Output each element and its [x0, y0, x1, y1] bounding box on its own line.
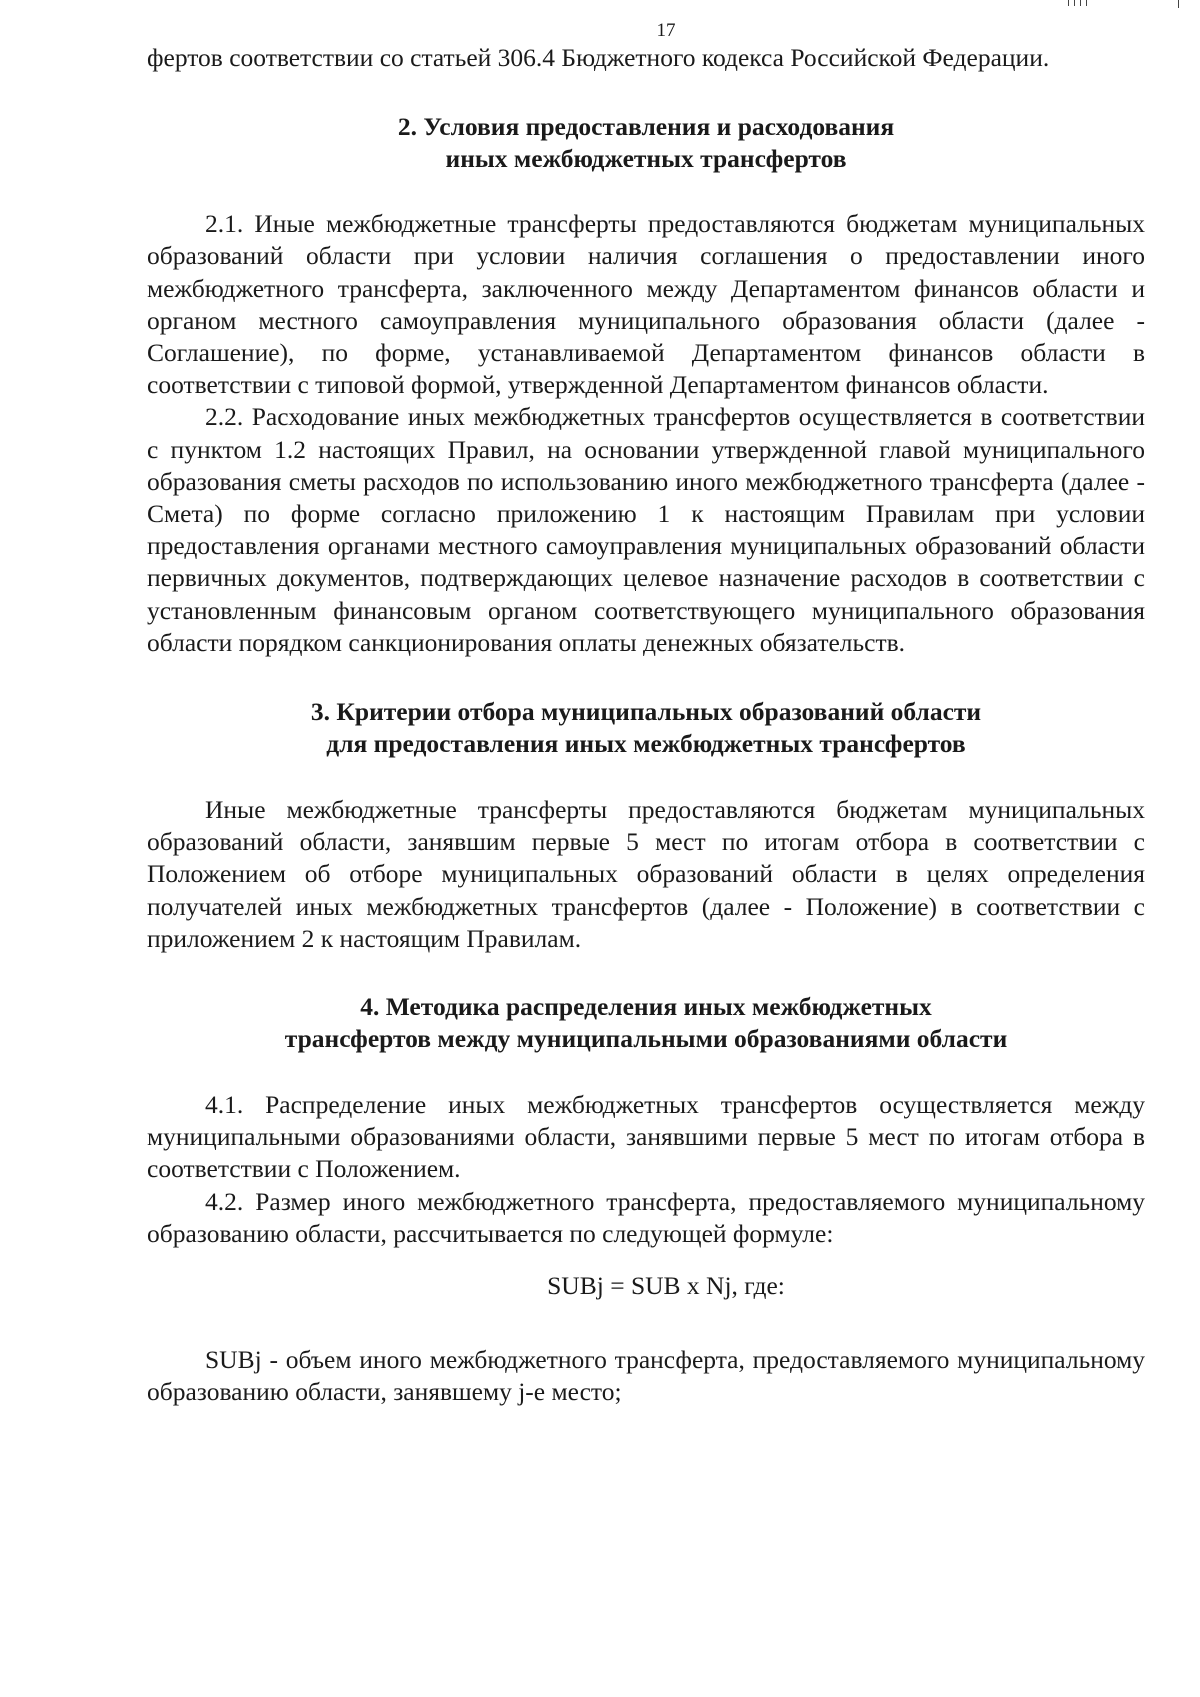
section-2-heading	[147, 111, 1145, 175]
section-4-heading	[147, 991, 1145, 1055]
section-2-title-line-2: иных межбюджетных трансфертов	[445, 144, 847, 174]
section-2-title-line-1: 2. Условия предоставления и расходования	[397, 112, 895, 142]
section-3-title-line-2: для предоставления иных межбюджетных трансфертов	[326, 729, 966, 759]
paragraph-4-2: 4.2. Размер иного межбюджетного трансферта, предоставляемого муниципальному образованию области, рассчитывается по следующей формуле:	[147, 1186, 1145, 1248]
document-page	[147, 20, 1145, 1408]
section-4-title-line-2: трансфертов между муниципальными образованиями области	[284, 1024, 1008, 1054]
paragraph-2-1: 2.1. Иные межбюджетные трансферты предоставляются бюджетам муниципальных образований области при условии наличия соглашения о предоставлении иного межбюджетного трансферта, заключенного между Департаментом финансов области и органом местного самоуправления муниципального образования области (далее - Соглашение), по форме, устанавливаемой Департаментом финансов области в соответствии с типовой формой, утвержденной Департаментом финансов области.	[147, 209, 1145, 400]
paragraph-3: Иные межбюджетные трансферты предоставляются бюджетам муниципальных образований области, занявшим первые 5 мест по итогам отбора в соответствии с Положением об отборе муниципальных образований области в целях определения получателей иных межбюджетных трансфертов (далее - Положение) в соответствии с приложением 2 к настоящим Правилам.	[147, 795, 1145, 953]
section-4-title-line-1: 4. Методика распределения иных межбюджетных	[360, 992, 932, 1022]
paragraph-4-1: 4.1. Распределение иных межбюджетных трансфертов осуществляется между муниципальными образованиями области, занявшими первые 5 мест по итогам отбора в соответствии с Положением.	[147, 1090, 1145, 1184]
page-number: 17	[656, 20, 676, 41]
formula: SUBj = SUB x Nj, где:	[547, 1271, 785, 1301]
paragraph-2-2: 2.2. Расходование иных межбюджетных трансфертов осуществляется в соответствии с пунктом 1.2 настоящих Правил, на основании утвержденной главой муниципального образования сметы расходов по использованию иного межбюджетного трансферта (далее - Смета) по форме согласно приложению 1 к настоящим Правилам при условии предоставления органами местного самоуправления муниципальных образований области первичных документов, подтверждающих целевое назначение расходов в соответствии с установленным финансовым органом соответствующего муниципального образования области порядком санкционирования оплаты денежных обязательств.	[147, 402, 1145, 657]
section-3-heading	[147, 696, 1145, 760]
scan-edge-mark	[1060, 0, 1190, 8]
intro-paragraph: фертов соответствии со статьей 306.4 Бюджетного кодекса Российской Федерации.	[147, 43, 1050, 72]
section-3-title-line-1: 3. Критерии отбора муниципальных образований области	[310, 697, 982, 727]
formula-definition-subj: SUBj - объем иного межбюджетного трансферта, предоставляемого муниципальному образованию области, занявшему j-е место;	[147, 1345, 1145, 1407]
